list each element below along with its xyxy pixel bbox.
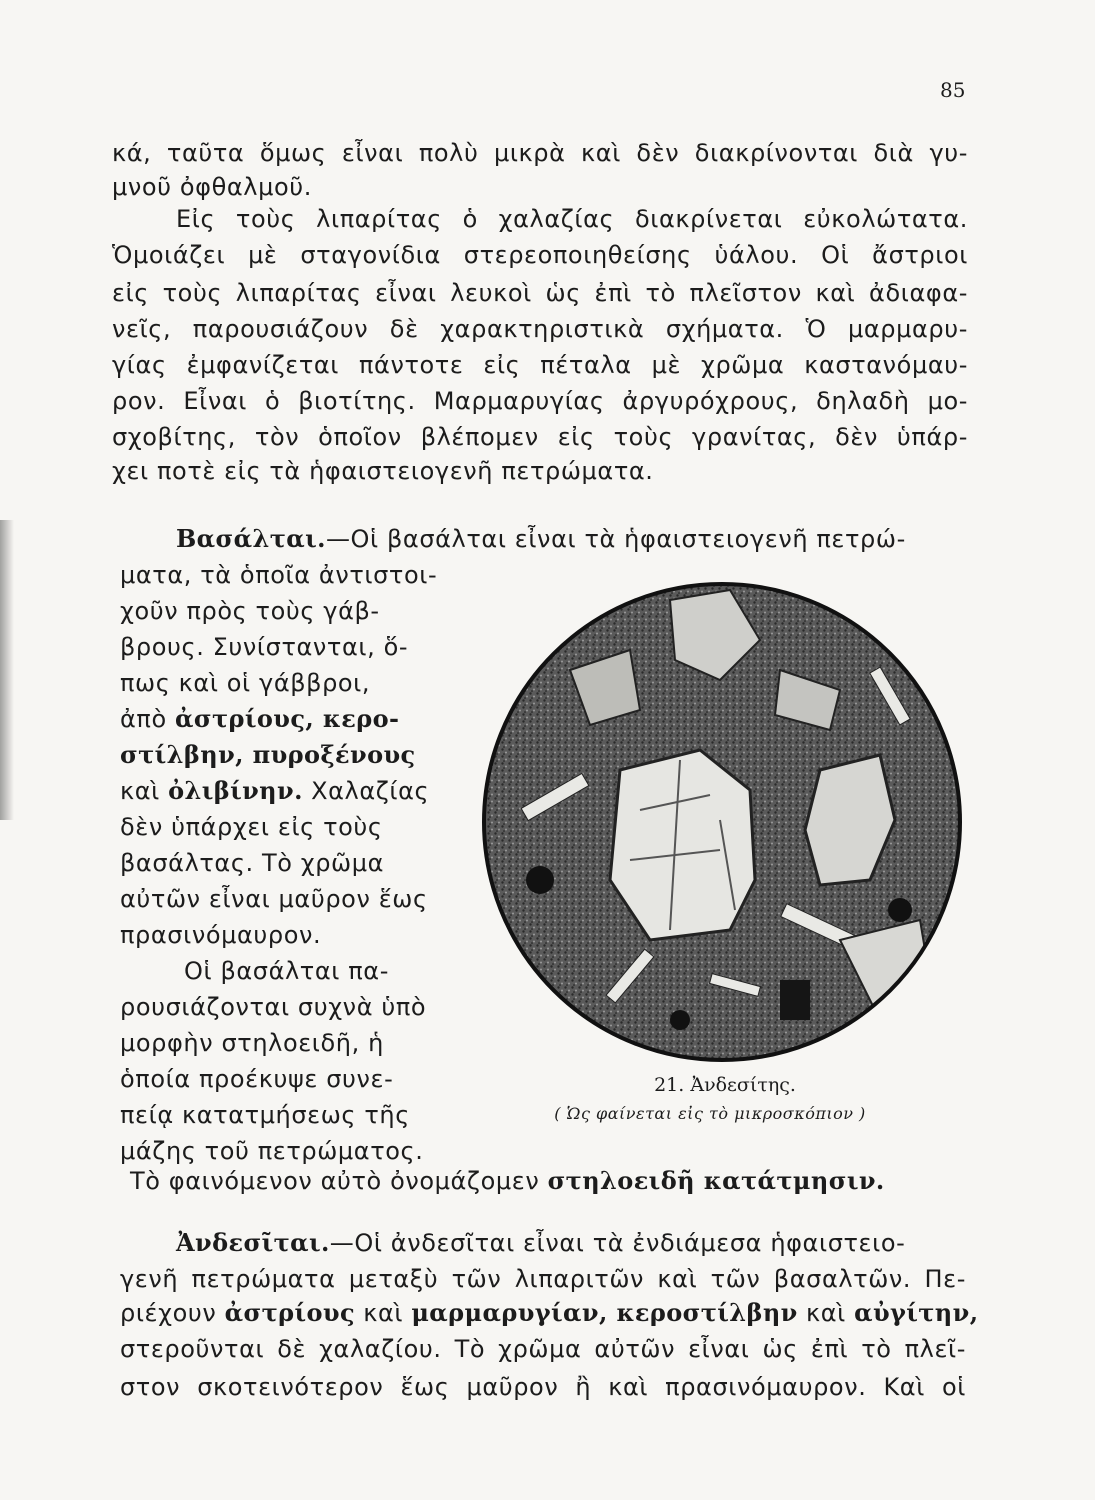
figure-subcaption: ( Ὡς φαίνεται εἰς τὸ μικροσκόπιον ) (554, 1104, 866, 1123)
text-line: στον σκοτεινότερον ἕως μαῦρον ἢ καὶ πρασινόμαυρον. Καὶ οἱ (120, 1373, 966, 1401)
figure-caption: 21. Ἀνδεσίτης. (654, 1074, 796, 1096)
section-heading-andesites: Ἀνδεσῖται. (176, 1228, 330, 1257)
bold-term: στίλβην, (120, 740, 253, 769)
text-span: καὶ (354, 1299, 412, 1327)
text-span: Χαλαζίας (302, 777, 430, 805)
text-line (120, 704, 465, 734)
opaque-grain (526, 866, 554, 894)
text-line: πρασινόμαυρον. (120, 921, 322, 949)
text-line: ρον. Εἶναι ὁ βιοτίτης. Μαρμαρυγίας ἀργυρόχρους, δηλαδὴ μο- (112, 387, 968, 415)
text-line (120, 776, 465, 806)
text-span: ριέχουν (120, 1299, 225, 1327)
text-line: κά, ταῦτα ὅμως εἶναι πολὺ μικρὰ καὶ δὲν διακρίνονται διὰ γυ- (112, 139, 968, 167)
text-line: γενῆ πετρώματα μεταξὺ τῶν λιπαριτῶν καὶ τῶν βασαλτῶν. Πε- (120, 1265, 966, 1293)
text-span: —Οἱ ἀνδεσῖται εἶναι τὰ ἐνδιάμεσα ἡφαιστειο- (329, 1229, 906, 1257)
text-line: γίας ἐμφανίζεται πάντοτε εἰς πέταλα μὲ χρῶμα καστανόμαυ- (112, 351, 968, 379)
text-line: Εἰς τοὺς λιπαρίτας ὁ χαλαζίας διακρίνεται εὐκολώτατα. (176, 205, 968, 233)
page-number: 85 (940, 78, 966, 102)
opaque-grain (670, 1010, 690, 1030)
bold-term: μαρμαρυγίαν, κεροστίλβην (411, 1298, 798, 1327)
text-line (120, 1298, 979, 1328)
text-line: νεῖς, παρουσιάζουν δὲ χαρακτηριστικὰ σχήματα. Ὁ μαρμαρυ- (112, 315, 968, 343)
text-line: Ὁμοιάζει μὲ σταγονίδια στερεοποιηθείσης ὑάλου. Οἱ ἄστριοι (112, 241, 968, 269)
text-line: βρους. Συνίστανται, ὅ- (120, 633, 409, 661)
text-line: πείᾳ κατατμήσεως τῆς (120, 1101, 410, 1129)
text-line: εἰς τοὺς λιπαρίτας εἶναι λευκοὶ ὡς ἐπὶ τὸ πλεῖστον καὶ ἀδιαφα- (112, 279, 968, 307)
text-line: αὐτῶν εἶναι μαῦρον ἕως (120, 885, 428, 913)
text-line: ὁποία προέκυψε συνε- (120, 1065, 394, 1093)
section-heading-basalts: Βασάλται. (176, 524, 326, 553)
text-line: δὲν ὑπάρχει εἰς τοὺς (120, 813, 383, 841)
text-line: μνοῦ ὀφθαλμοῦ. (112, 173, 312, 201)
bold-term: ἀστρίους (224, 1298, 355, 1327)
andesite-micrograph-figure (480, 580, 965, 1065)
bold-term: ὀλιβίνην. (168, 776, 303, 805)
text-line: μορφὴν στηλοειδῆ, ἡ (120, 1029, 384, 1057)
bold-term: στηλοειδῆ κατάτμησιν. (547, 1166, 885, 1195)
text-line: σχοβίτης, τὸν ὁποῖον βλέπομεν εἰς τοὺς γρανίτας, δὲν ὑπάρ- (112, 423, 968, 451)
scan-edge-shadow (0, 520, 14, 820)
phenocryst-large (610, 750, 755, 940)
text-span: καὶ (120, 777, 169, 805)
text-line: μάζης τοῦ πετρώματος. (120, 1137, 424, 1165)
text-line (120, 740, 465, 770)
bold-term: πυροξένους (252, 740, 416, 769)
text-span: καὶ (797, 1299, 855, 1327)
text-span: ἀπὸ (120, 705, 175, 733)
opaque-grain (888, 898, 912, 922)
text-span: —Οἱ βασάλται εἶναι τὰ ἡφαιστειογενῆ πετρώ- (325, 525, 906, 553)
text-line: βασάλτας. Τὸ χρῶμα (120, 849, 385, 877)
text-line: στεροῦνται δὲ χαλαζίου. Τὸ χρῶμα αὐτῶν εἶναι ὡς ἐπὶ τὸ πλεῖ- (120, 1335, 966, 1363)
text-line: ρουσιάζονται συχνὰ ὑπὸ (120, 993, 427, 1021)
bold-term: ἀστρίους, κερο- (174, 704, 400, 733)
section-andesites-first-line (176, 1228, 966, 1258)
text-line: ματα, τὰ ὁποῖα ἀντιστοι- (120, 561, 438, 589)
text-line: χει ποτὲ εἰς τὰ ἡφαιστειογενῆ πετρώματα. (112, 457, 654, 485)
section-basalts-first-line (176, 524, 966, 554)
opaque-grain (780, 980, 810, 1020)
bold-term: αὐγίτην, (854, 1298, 979, 1327)
text-line: χοῦν πρὸς τοὺς γάβ- (120, 597, 380, 625)
text-span: Τὸ φαινόμενον αὐτὸ ὀνομάζομεν (130, 1167, 548, 1195)
text-line: πως καὶ οἱ γάββροι, (120, 669, 371, 697)
text-line (130, 1166, 986, 1196)
text-line: Οἱ βασάλται πα- (184, 957, 389, 985)
